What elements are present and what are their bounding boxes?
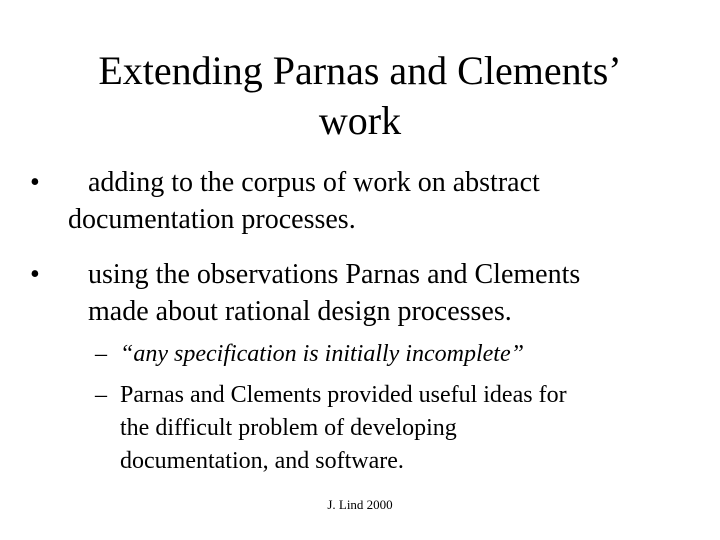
bullet-item: [30, 164, 690, 238]
title-line-2: work: [318, 98, 402, 143]
sub-bullet-item: [95, 380, 695, 472]
bullet-text: using the observations Parnas and Clements: [88, 259, 581, 290]
title-line-1: Extending Parnas and Clements’: [98, 48, 622, 93]
sub-bullet-quote: “any specification is initially incomplete”: [120, 341, 524, 367]
sub-bullet-text-continuation: the difficult problem of developing: [120, 415, 457, 441]
bullet-item: [30, 256, 690, 330]
bullet-text-continuation: documentation processes.: [68, 204, 356, 235]
footer-credit: J. Lind 2000: [327, 497, 393, 512]
sub-bullet-text: Parnas and Clements provided useful ideas for: [120, 382, 567, 408]
bullet-text: adding to the corpus of work on abstract: [88, 167, 540, 198]
sub-bullet-marker: –: [95, 341, 107, 367]
sub-bullet-item: [95, 339, 695, 369]
slide-title: [40, 46, 680, 146]
bullet-marker: •: [30, 259, 40, 290]
sub-bullet-marker: –: [95, 382, 107, 408]
bullet-text-continuation: made about rational design processes.: [88, 296, 512, 327]
sub-bullet-text-continuation: documentation, and software.: [120, 448, 404, 474]
bullet-marker: •: [30, 167, 40, 198]
